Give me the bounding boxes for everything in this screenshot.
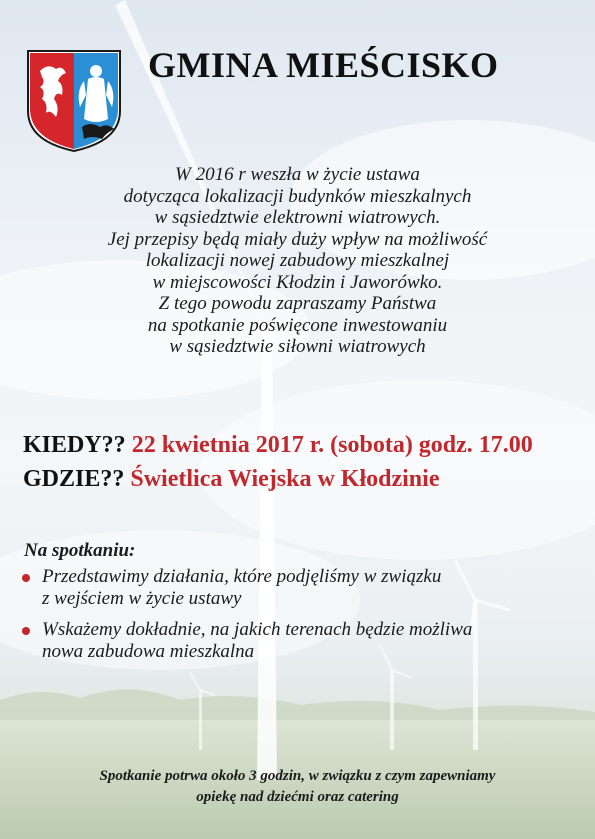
list-item-line: Przedstawimy działania, które podjęliśmy w związku [42, 566, 442, 587]
intro-paragraph [40, 164, 555, 358]
intro-line: lokalizacji nowej zabudowy mieszkalnej [145, 250, 450, 271]
list-item [22, 566, 582, 609]
list-item-line: nowa zabudowa mieszkalna [42, 640, 255, 662]
footer-note [20, 766, 575, 808]
page-title: GMINA MIEŚCISKO [148, 45, 499, 85]
footer-line: Spotkanie potrwa około 3 godzin, w związku z czym zapewniamy [99, 768, 496, 784]
meeting-heading: Na spotkaniu: [24, 540, 136, 561]
intro-line: w sąsiedztwie elektrowni wiatrowych. [154, 207, 441, 228]
when-label: KIEDY?? [23, 432, 126, 458]
intro-line: W 2016 r weszła w życie ustawa [175, 164, 420, 185]
footer-line: opiekę nad dziećmi oraz catering [196, 789, 399, 805]
list-item-line: z wejściem w życie ustawy [42, 587, 242, 609]
intro-line: w sąsiedztwie siłowni wiatrowych [169, 336, 426, 357]
where-row [23, 466, 439, 493]
when-value: 22 kwietnia 2017 r. (sobota) godz. 17.00 [131, 432, 533, 458]
intro-line: dotycząca lokalizacji budynków mieszkalnych [123, 185, 472, 207]
intro-line: na spotkanie poświęcone inwestowaniu [147, 314, 448, 336]
coat-of-arms-icon [26, 49, 122, 153]
meeting-agenda-list [22, 566, 582, 672]
when-row [23, 432, 533, 459]
where-label: GDZIE?? [23, 466, 125, 492]
intro-line: Jej przepisy będą miały duży wpływ na możliwość [107, 228, 488, 250]
list-item-line: Wskażemy dokładnie, na jakich terenach będzie możliwa [42, 619, 473, 640]
list-item [22, 619, 582, 662]
intro-line: w miejscowości Kłodzin i Jaworówko. [152, 271, 443, 293]
intro-line: Z tego powodu zapraszamy Państwa [158, 293, 437, 314]
bullet-icon [22, 574, 30, 582]
where-value: Świetlica Wiejska w Kłodzinie [130, 466, 440, 492]
bullet-icon [22, 627, 30, 635]
